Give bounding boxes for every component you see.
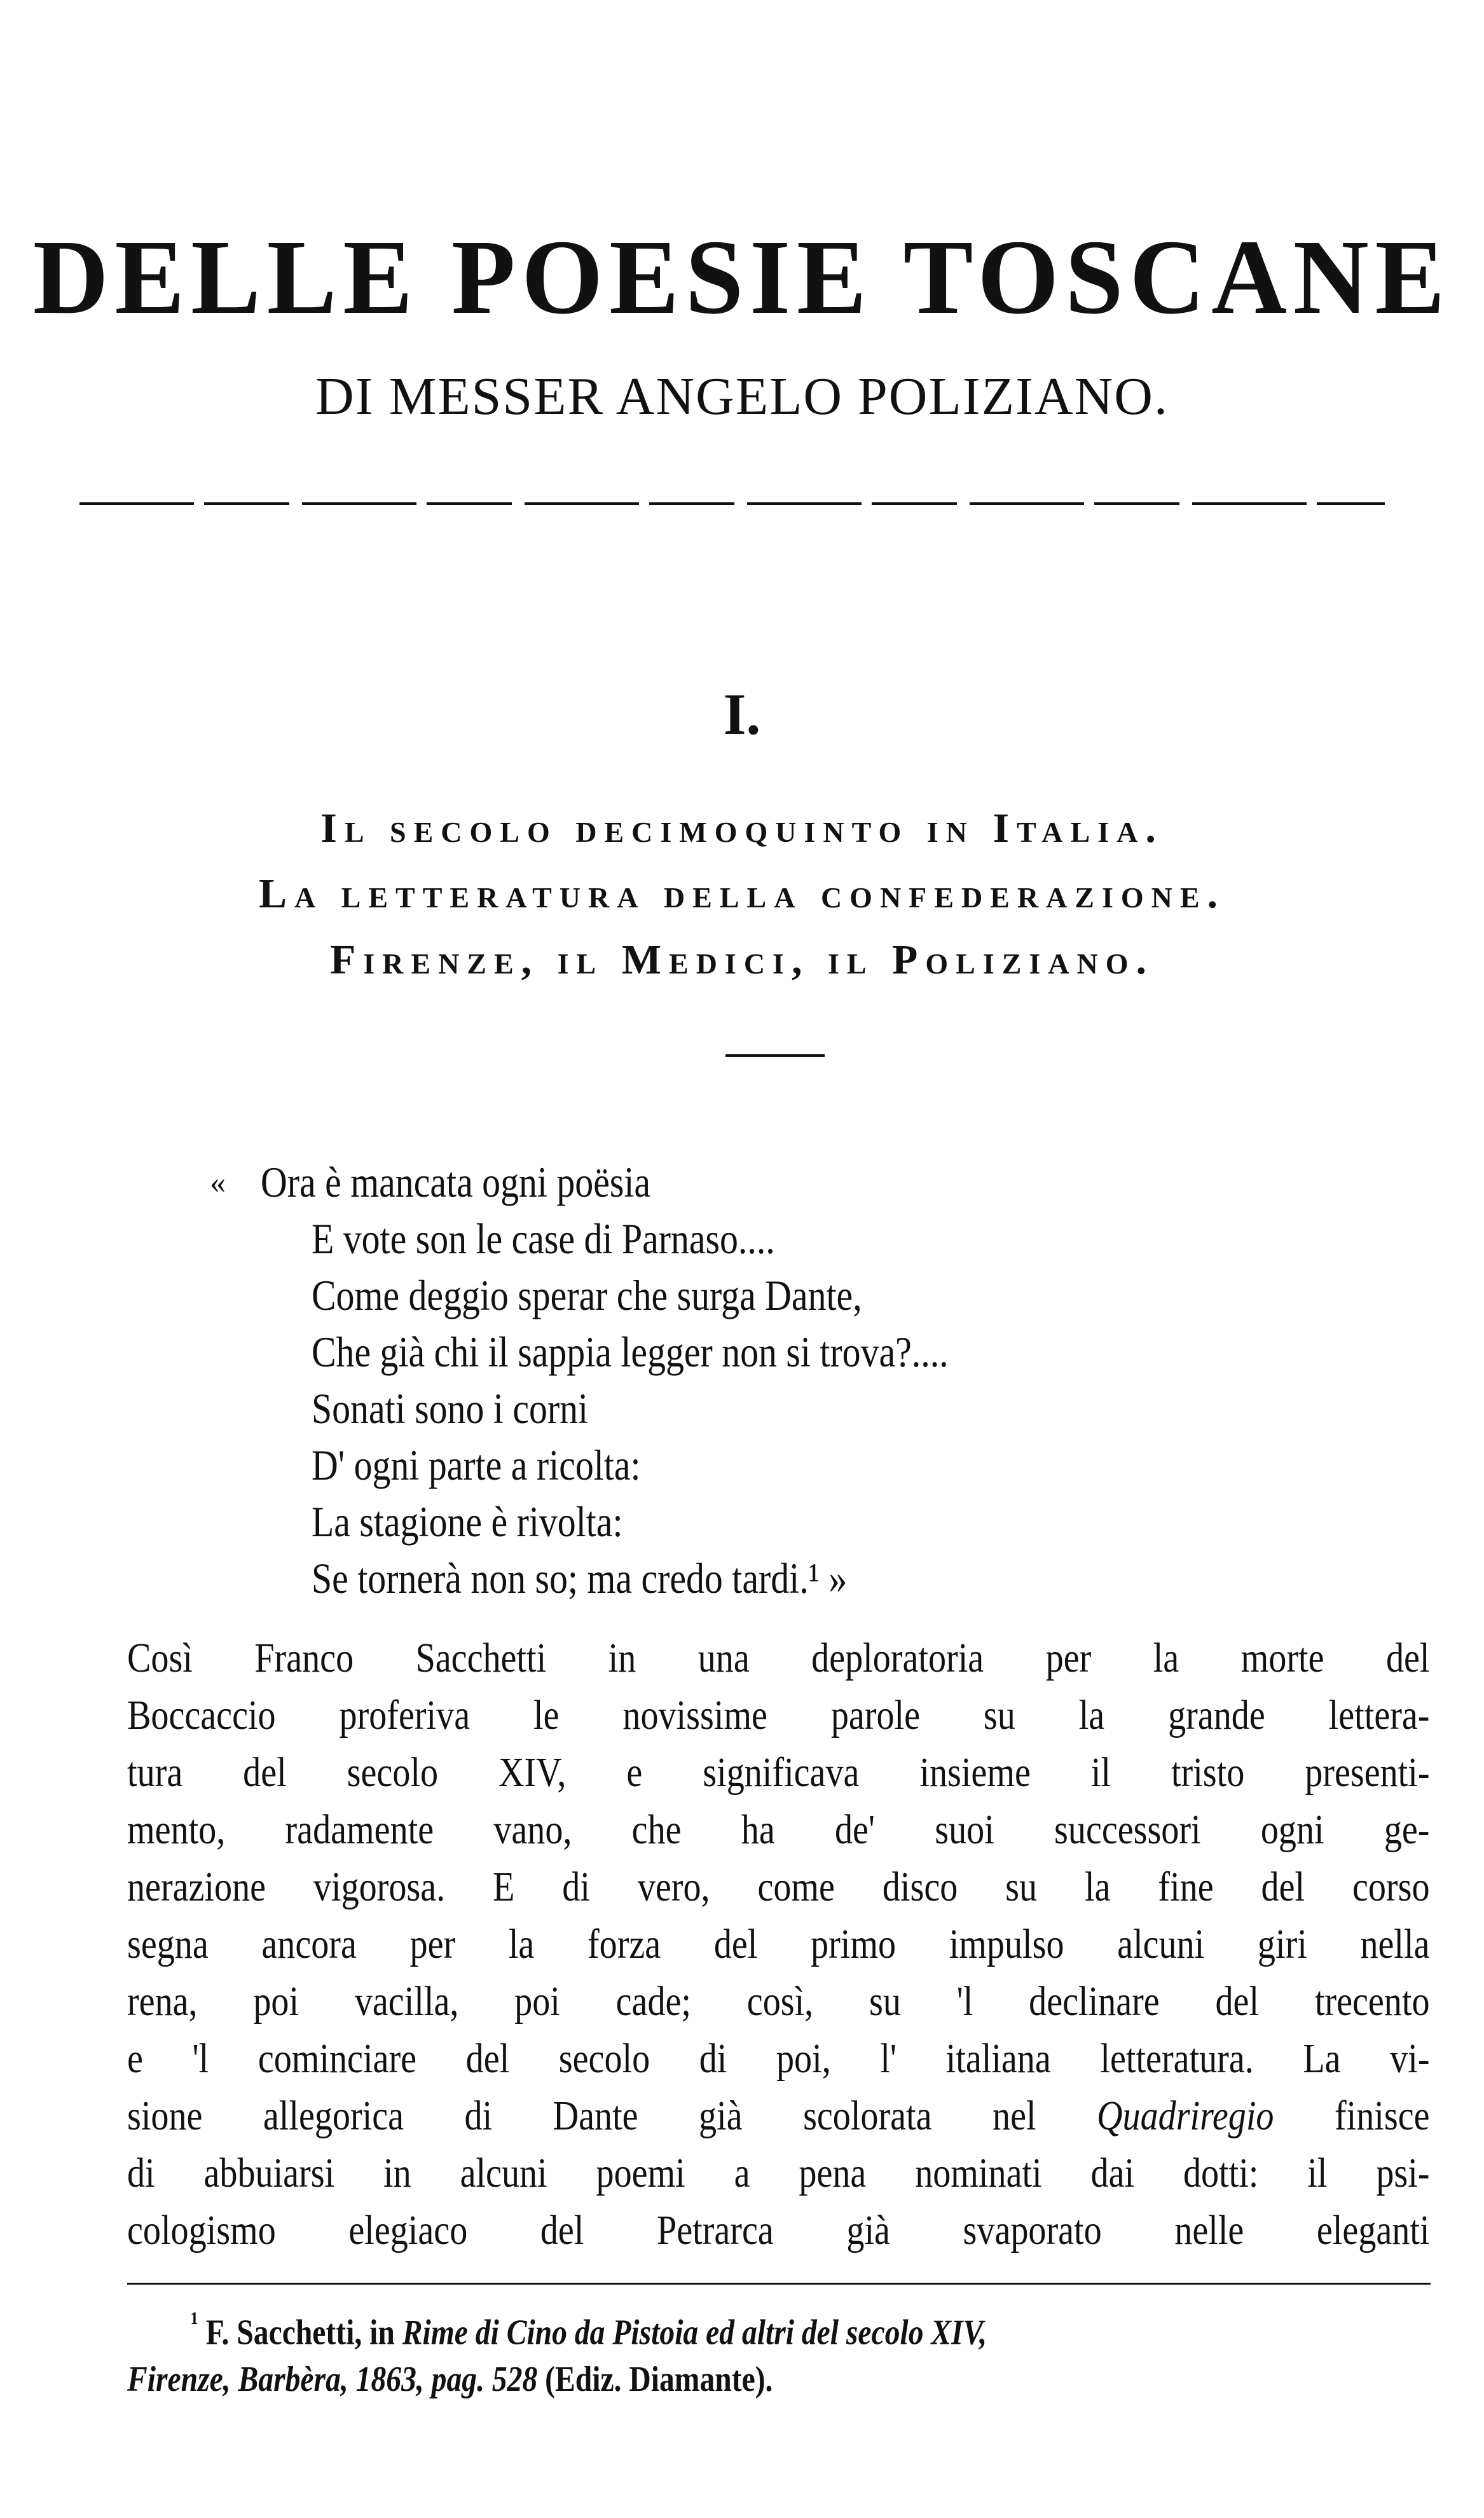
poem-line: Ora è mancata ogni poësia (261, 1158, 651, 1206)
prose-line: segna ancora per la forza del primo impulso alcuni giri nella (127, 1921, 1430, 1967)
footnote-work: Rime di Cino da Pistoia ed altri del secolo XIV, (402, 2313, 987, 2353)
poem-line: D' ogni parte a ricolta: (312, 1441, 641, 1489)
footnote-edition: (Ediz. Diamante). (537, 2360, 773, 2399)
chapter-heading-line: La letteratura della confederazione. (258, 870, 1226, 917)
chapter-heading-line: Il secolo decimoquinto in Italia. (320, 805, 1164, 851)
poem-line: Sonati sono i corni (312, 1384, 589, 1433)
footnote-author: F. Sacchetti, in (205, 2313, 402, 2353)
open-quote: « (210, 1164, 226, 1200)
poem-line: E vote son le case di Parnaso.... (312, 1214, 775, 1263)
poem-line: Che già chi il sappia legger non si trova?.... (312, 1328, 949, 1376)
footnote-divider (127, 2283, 1431, 2285)
footnote-line (191, 2305, 987, 2353)
poem-line: Se tornerà non so; ma credo tardi.¹ » (312, 1554, 848, 1602)
footnote-line (127, 2359, 773, 2400)
poem-line: Come deggio sperar che surga Dante, (312, 1271, 862, 1319)
prose-line: cologismo elegiaco del Petrarca già svaporato nelle eleganti (127, 2207, 1430, 2253)
prose-text: finisce (1274, 2093, 1430, 2139)
prose-line: di abbuiarsi in alcuni poemi a pena nominati dai dotti: il psi- (127, 2150, 1430, 2196)
prose-line: e 'l cominciare del secolo di poi, l' italiana letteratura. La vi- (127, 2035, 1430, 2082)
prose-line: mento, radamente vano, che ha de' suoi successori ogni ge- (127, 1806, 1430, 1853)
footnote-publisher: Barbèra, 1863, pag. 528 (238, 2360, 538, 2399)
prose-line: nerazione vigorosa. E di vero, come disco su la fine del corso (127, 1864, 1430, 1910)
chapter-heading-line: Firenze, il Medici, il Poliziano. (329, 937, 1155, 983)
prose-text: sione allegorica di Dante già scolorata nel (127, 2093, 1097, 2139)
prose-line: tura del secolo XIV, e significava insieme il tristo presenti- (127, 1749, 1430, 1796)
prose-line (127, 2092, 1430, 2140)
footnote-marker: ¹ (191, 2306, 198, 2339)
italic-title: Quadriregio (1097, 2093, 1274, 2139)
title-divider (79, 502, 1385, 505)
poem-line: La stagione è rivolta: (312, 1497, 623, 1546)
prose-line: Boccaccio proferiva le novissime parole su la grande lettera- (127, 1692, 1430, 1738)
footnote-place: Firenze, (127, 2360, 238, 2399)
page-subtitle: DI MESSER ANGELO POLIZIANO. (315, 367, 1169, 426)
chapter-number: I. (723, 682, 761, 746)
section-divider (725, 1054, 825, 1057)
prose-line: rena, poi vacilla, poi cade; così, su 'l declinare del trecento (127, 1978, 1430, 2025)
page-title: DELLE POESIE TOSCANE (32, 218, 1452, 336)
prose-line: Così Franco Sacchetti in una deploratoria per la morte del (127, 1635, 1430, 1681)
